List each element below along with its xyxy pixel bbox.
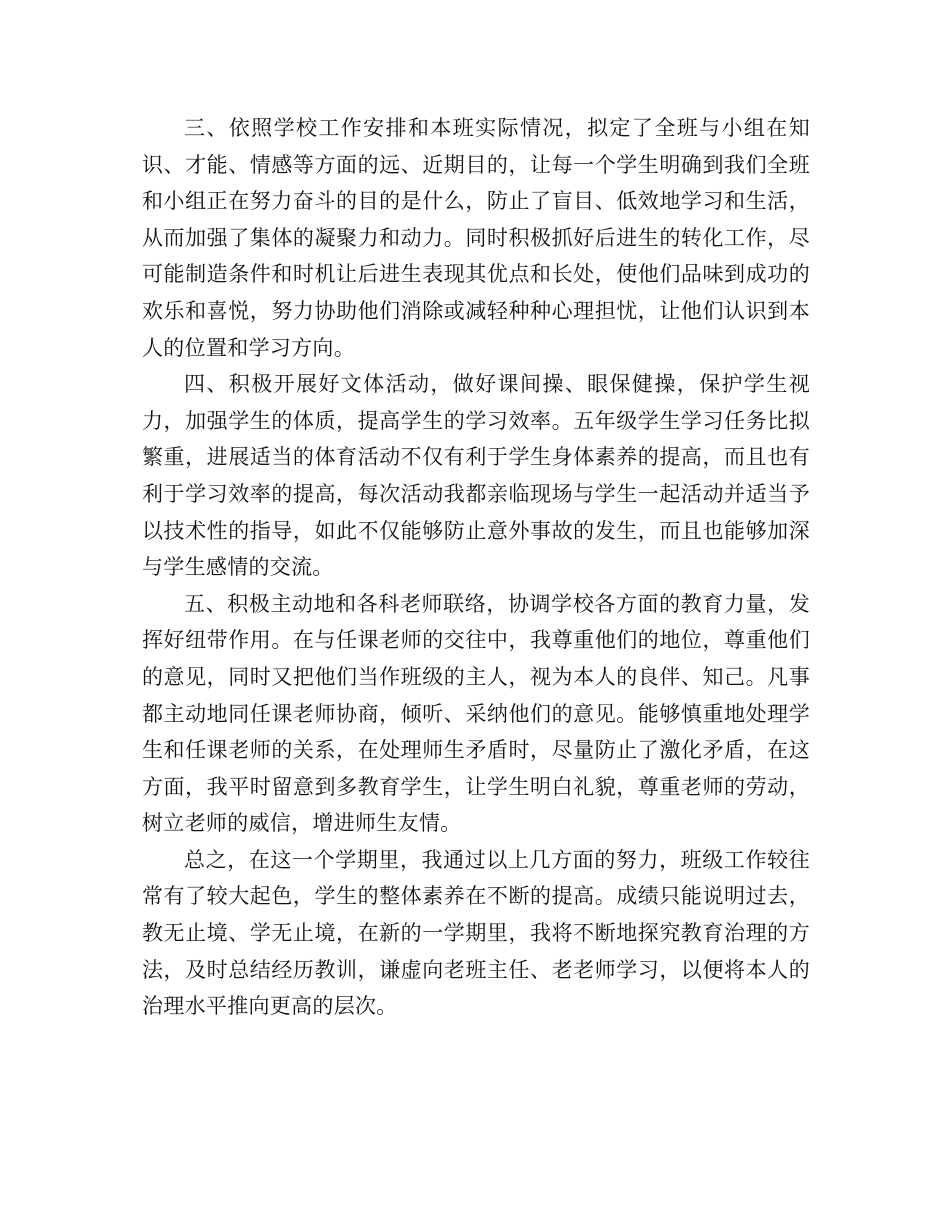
paragraph-teacher-liaison: 五、积极主动地和各科老师联络，协调学校各方面的教育力量，发挥好纽带作用。在与任课老师的交往中，我尊重他们的地位，尊重他们的意见，同时又把他们当作班级的主人，视为本人的良伴、知己。凡事都主动地同任课老师协商，倾听、采纳他们的意见。能够慎重地处理学生和任课老师的关系，在处理师生矛盾时，尽量防止了激化矛盾，在这方面，我平时留意到多教育学生，让学生明白礼貌，尊重老师的劳动，树立老师的威信，增进师生友情。 [142, 591, 810, 836]
document-body [142, 110, 810, 1025]
paragraph-sports-activities: 四、积极开展好文体活动，做好课间操、眼保健操，保护学生视力，加强学生的体质，提高学生的学习效率。五年级学生学习任务比拟繁重，进展适当的体育活动不仅有利于学生身体素养的提高，而且也有利于学习效率的提高，每次活动我都亲临现场与学生一起活动并适当予以技术性的指导，如此不仅能够防止意外事故的发生，而且也能够加深与学生感情的交流。 [142, 372, 810, 580]
paragraph-class-goals: 三、依照学校工作安排和本班实际情况，拟定了全班与小组在知识、才能、情感等方面的远、近期目的，让每一个学生明确到我们全班和小组正在努力奋斗的目的是什么，防止了盲目、低效地学习和生活，从而加强了集体的凝聚力和动力。同时积极抓好后进生的转化工作，尽可能制造条件和时机让后进生表现其优点和长处，使他们品味到成功的欢乐和喜悦，努力协助他们消除或减轻种种心理担忧，让他们认识到本人的位置和学习方向。 [142, 116, 810, 360]
paragraph-summary: 总之，在这一个学期里，我通过以上几方面的努力，班级工作较往常有了较大起色，学生的整体素养在不断的提高。成绩只能说明过去，教无止境、学无止境，在新的一学期里，我将不断地探究教育治理的方法，及时总结经历教训，谦虚向老班主任、老老师学习，以便将本人的治理水平推向更高的层次。 [142, 847, 810, 1019]
